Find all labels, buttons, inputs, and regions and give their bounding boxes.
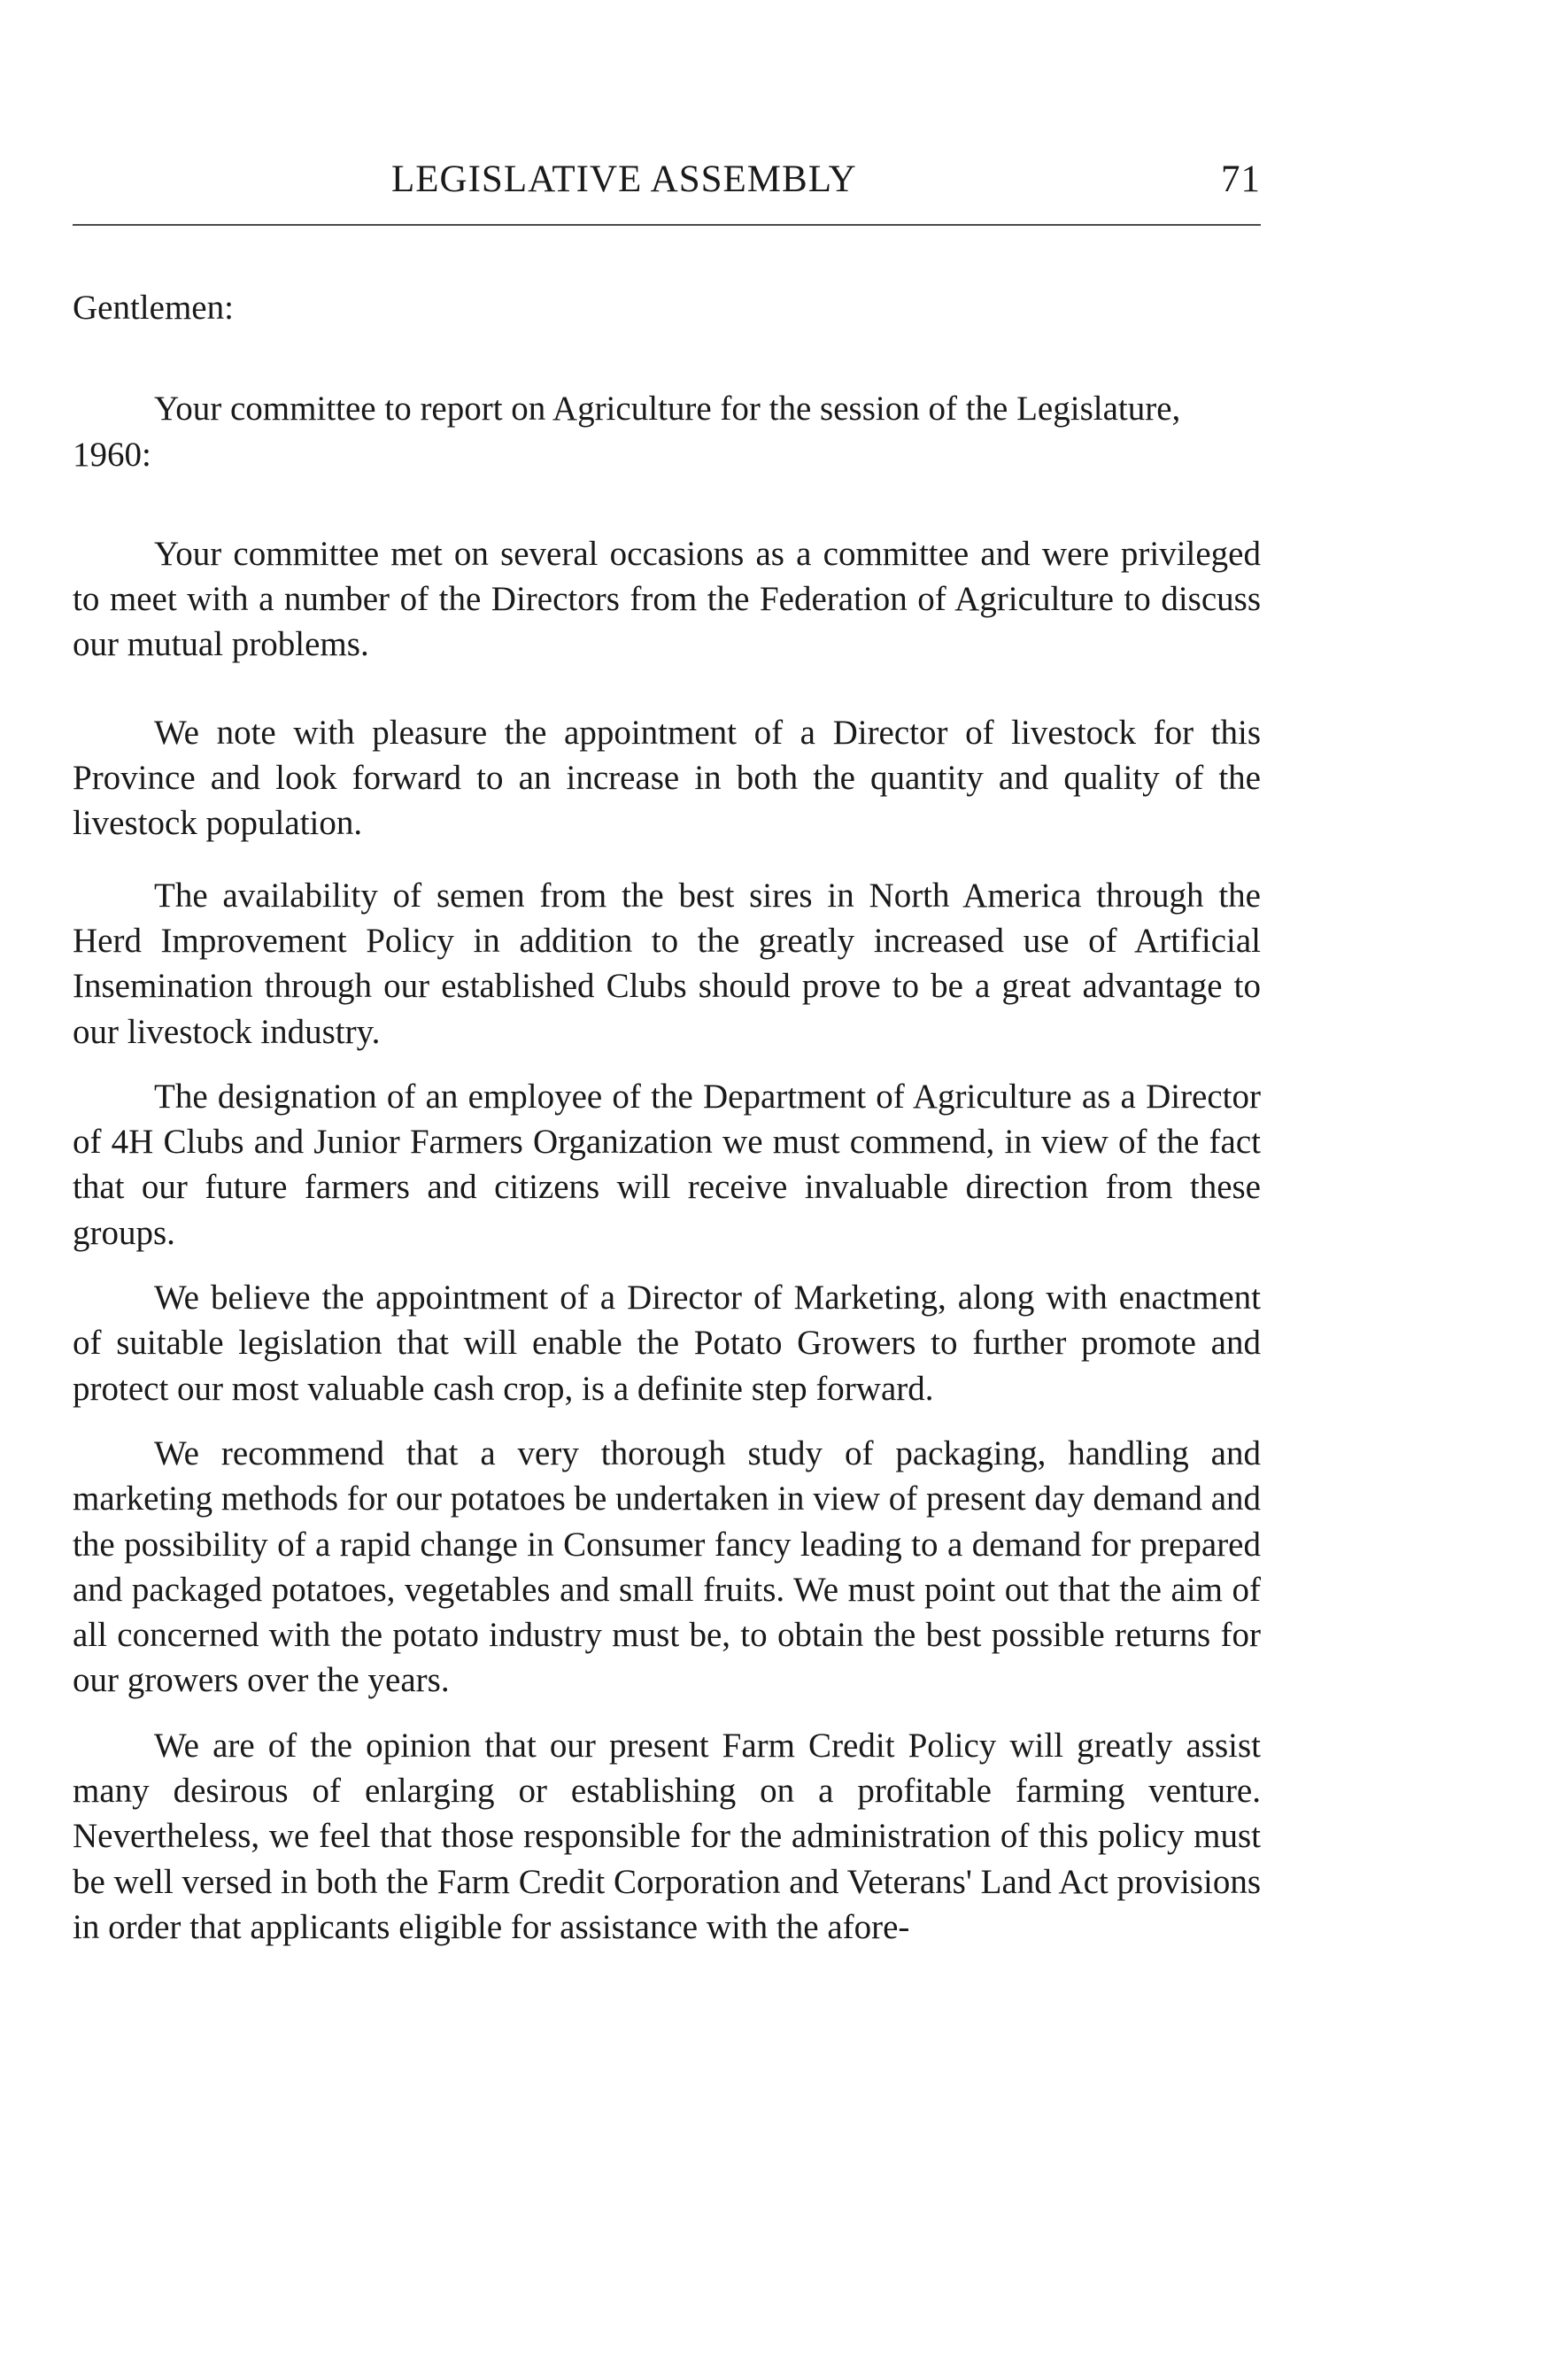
paragraph-farm-credit: We are of the opinion that our present Farm Credit Policy will greatly assist many desirous of enlarging or establishing on a profitable farming venture. Nevertheless, we feel that those responsible for the administration of this policy must be well versed in both the Farm Credit Corporation and Veterans' Land Act provisions in order that applicants eligible for assistance with the afore- (73, 1726, 1261, 1946)
paragraph-herd-improvement: The availability of semen from the best sires in North America through the Herd Improvement Policy in addition to the greatly increased use of Artificial Insemination through our established Clubs should prove to be a great advantage to our livestock industry. (73, 876, 1261, 1051)
salutation: Gentlemen: (73, 289, 234, 327)
paragraph-livestock-director: We note with pleasure the appointment of a Director of livestock for this Province and look forward to an increase in both the quantity and quality of the livestock population. (73, 713, 1261, 843)
page-number: 71 (1221, 158, 1261, 200)
intro-paragraph: Your committee to report on Agriculture for the session of the Legislature, 1960: (73, 390, 1181, 474)
paragraph-4h-clubs: The designation of an employee of the Department of Agriculture as a Director of 4H Clubs and Junior Farmers Organization we must commend, in view of the fact that our future farmers and citizens will receive invaluable direction from these groups. (73, 1077, 1261, 1252)
header-rule (73, 224, 1261, 226)
paragraph-marketing-director: We believe the appointment of a Director of Marketing, along with enactment of suitable legislation that will enable the Potato Growers to further promote and protect our most valuable cash crop, is a definite step forward. (73, 1279, 1261, 1408)
paragraph-committee-meetings: Your committee met on several occasions as a committee and were privileged to meet with a number of the Directors from the Federation of Agriculture to discuss our mutual problems. (73, 534, 1261, 664)
paragraph-packaging-study: We recommend that a very thorough study of packaging, handling and marketing methods for our potatoes be undertaken in view of present day demand and the possibility of a rapid change in Consumer fancy leading to a demand for prepared and packaged potatoes, vegetables and small fruits. We must point out that the aim of all concerned with the potato industry must be, to obtain the best possible returns for our growers over the years. (73, 1433, 1261, 1700)
body-text (73, 285, 1261, 1969)
running-title: LEGISLATIVE ASSEMBLY (391, 158, 857, 200)
running-head (73, 158, 1261, 211)
